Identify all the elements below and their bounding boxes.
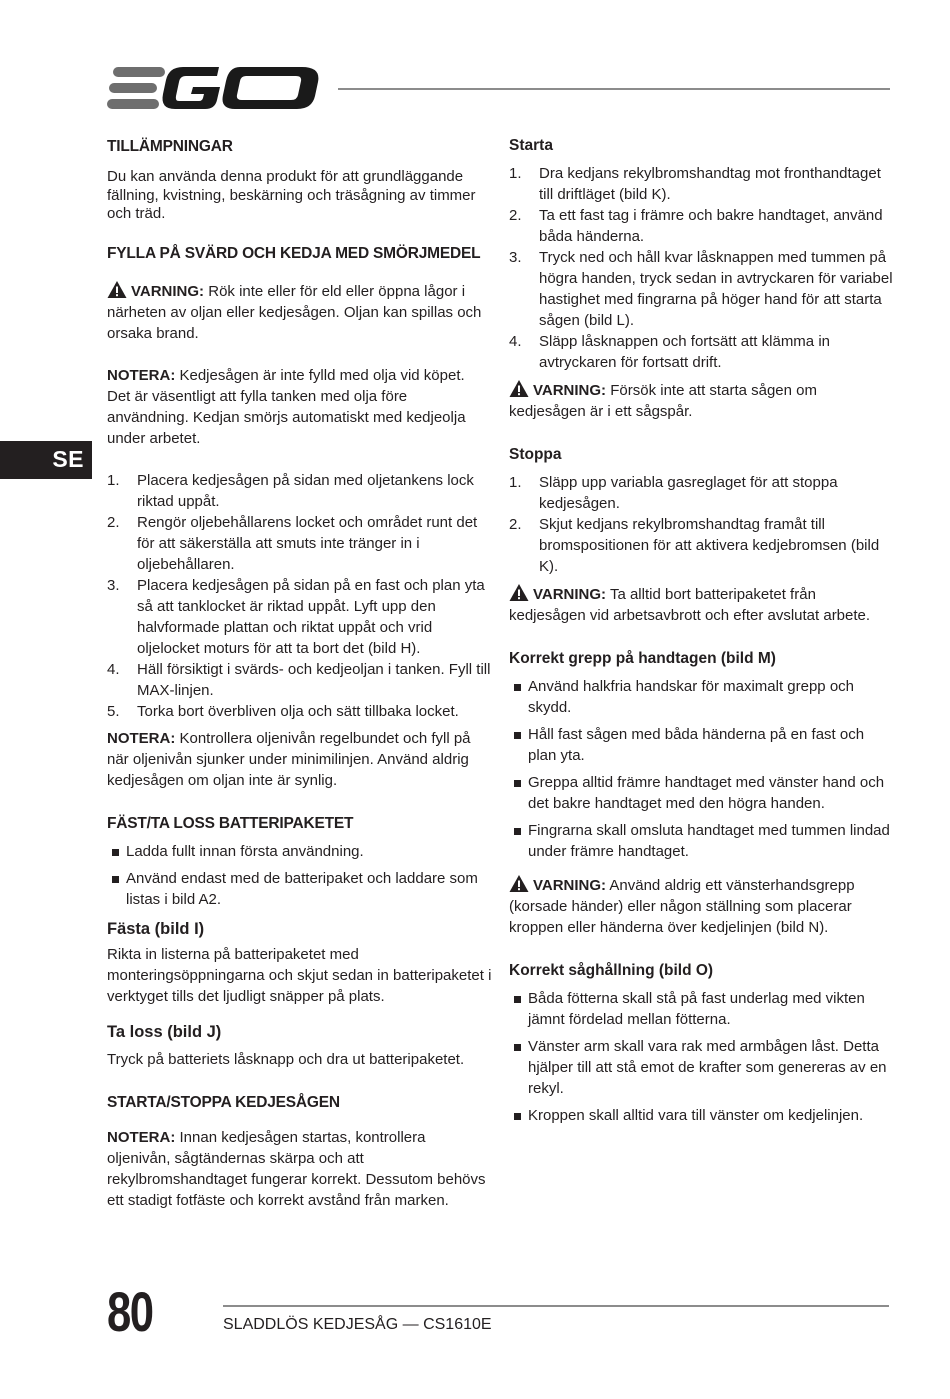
- square-bullet-icon: [514, 780, 521, 787]
- stop-warning: [509, 583, 894, 626]
- step-number: 4.: [107, 660, 120, 678]
- start-warning: [509, 379, 894, 422]
- list-item: [509, 472, 894, 514]
- stop-heading: Stoppa: [509, 446, 562, 463]
- footer-rule: [223, 1305, 889, 1307]
- note-label: NOTERA:: [107, 366, 176, 384]
- bullet-text: Fingrarna skall omsluta handtaget med tummen lindad under främre handtaget.: [528, 822, 890, 860]
- applications-heading: TILLÄMPNINGAR: [107, 138, 233, 155]
- warning-label: VARNING:: [533, 877, 607, 894]
- note-label: NOTERA:: [107, 1128, 176, 1146]
- list-item: [107, 841, 492, 862]
- attach-text: Rikta in listerna på batteripaketet med monteringsöppningarna och skjut sedan in batteripaketet i verktyget tills det ljudligt snäpper på plats.: [107, 945, 492, 1005]
- step-number: 5.: [107, 702, 120, 720]
- start-stop-note: [107, 1127, 492, 1211]
- bullet-text: Båda fötterna skall stå på fast underlag med vikten jämnt fördelad mellan fötterna.: [528, 990, 865, 1028]
- list-item: [509, 724, 894, 766]
- step-number: 3.: [509, 249, 522, 266]
- note-text: Innan kedjesågen startas, kontrollera oljenivån, sågtändernas skärpa och att rekylbromshandtaget fungerar korrekt. Dessutom behövs ett stadigt fotfäste och korrekt avstånd från marken.: [107, 1128, 486, 1209]
- fill-steps-list: [107, 470, 492, 722]
- language-tab-label: SE: [52, 446, 84, 472]
- list-item: [509, 1036, 894, 1099]
- list-item: [509, 676, 894, 718]
- warning-text: Använd aldrig ett vänsterhandsgrepp (korsade händer) eller någon ställning som placerar kroppen eller händerna över kedjelinjen (bild N).: [509, 877, 855, 936]
- square-bullet-icon: [514, 1113, 521, 1120]
- step-text: Tryck ned och håll kvar låsknappen med tummen på högra handen, tryck sedan in avtryckaren för variabel hastighet med fingrarna på höger hand för att starta sågen (bild L).: [539, 249, 893, 329]
- start-heading: Starta: [509, 137, 553, 154]
- applications-text: Du kan använda denna produkt för att grundläggande fällning, kvistning, beskärning och träsågning av timmer och träd.: [107, 168, 476, 222]
- square-bullet-icon: [514, 732, 521, 739]
- square-bullet-icon: [514, 1044, 521, 1051]
- square-bullet-icon: [112, 849, 119, 856]
- fill-note-2: [107, 728, 492, 791]
- bullet-text: Kroppen skall alltid vara till vänster om kedjelinjen.: [528, 1107, 864, 1124]
- fill-heading: FYLLA PÅ SVÄRD OCH KEDJA MED SMÖRJMEDEL: [107, 244, 481, 262]
- step-number: 1.: [509, 474, 522, 491]
- list-item: [509, 163, 894, 205]
- step-text: Häll försiktigt i svärds- och kedjeoljan i tanken. Fyll till MAX-linjen.: [137, 660, 491, 699]
- step-number: 2.: [509, 207, 522, 224]
- bullet-text: Vänster arm skall vara rak med armbågen låst. Detta hjälper till att stå emot de krafter som genereras av en rekyl.: [528, 1038, 887, 1097]
- stance-bullets: [509, 988, 894, 1126]
- start-steps-list: [509, 163, 894, 373]
- start-stop-heading: STARTA/STOPPA KEDJESÅGEN: [107, 1093, 340, 1111]
- grip-warning: [509, 874, 894, 938]
- step-number: 2.: [107, 513, 120, 531]
- attach-heading: Fästa (bild I): [107, 919, 205, 938]
- list-item: [509, 1105, 894, 1126]
- header-rule: [338, 88, 890, 90]
- warning-text: Försök inte att starta sågen om kedjesågen är i ett sågspår.: [509, 382, 817, 420]
- step-text: Ta ett fast tag i främre och bakre handtaget, använd båda händerna.: [539, 207, 883, 245]
- remove-heading: Ta loss (bild J): [107, 1022, 222, 1041]
- warning-triangle-icon: [509, 583, 529, 602]
- note-label: NOTERA:: [107, 729, 176, 747]
- list-item: [107, 575, 492, 659]
- remove-text: Tryck på batteriets låsknapp och dra ut batteripaketet.: [107, 1050, 465, 1068]
- list-item: [107, 659, 492, 701]
- warning-label: VARNING:: [533, 382, 607, 399]
- warning-text: Ta alltid bort batteripaketet från kedjesågen vid arbetsavbrott och efter avslutat arbete.: [509, 586, 871, 624]
- list-item: [107, 512, 492, 575]
- warning-triangle-icon: [509, 379, 529, 398]
- right-column: [509, 134, 894, 1126]
- battery-heading: FÄST/TA LOSS BATTERIPAKETET: [107, 814, 354, 832]
- square-bullet-icon: [514, 828, 521, 835]
- note-text: Kontrollera oljenivån regelbundet och fyll på när oljenivån sjunker under minimilinjen. Använd aldrig kedjesågen om oljan inte är synlig.: [107, 729, 471, 789]
- list-item: [107, 868, 492, 910]
- step-number: 2.: [509, 516, 522, 533]
- step-number: 4.: [509, 333, 522, 350]
- list-item: [509, 205, 894, 247]
- bullet-text: Greppa alltid främre handtaget med vänster hand och det bakre handtaget med den högra handen.: [528, 774, 885, 812]
- language-tab: [0, 441, 92, 479]
- bullet-text: Ladda fullt innan första användning.: [126, 842, 364, 860]
- warning-label: VARNING:: [533, 586, 607, 603]
- square-bullet-icon: [514, 996, 521, 1003]
- bullet-text: Håll fast sågen med båda händerna på en fast och plan yta.: [528, 726, 865, 764]
- note-text: Kedjesågen är inte fylld med olja vid köpet. Det är väsentligt att fylla tanken med olja före användning. Kedjan smörjs automatiskt med kedjeolja under arbetet.: [107, 366, 466, 447]
- battery-bullets: [107, 841, 492, 910]
- warning-label: VARNING:: [131, 282, 205, 300]
- list-item: [107, 701, 492, 722]
- list-item: [509, 772, 894, 814]
- list-item: [509, 820, 894, 862]
- list-item: [509, 247, 894, 331]
- step-text: Dra kedjans rekylbromshandtag mot fronthandtaget till driftläget (bild K).: [539, 165, 881, 203]
- step-text: Släpp låsknappen och fortsätt att klämma in avtryckaren för fortsatt drift.: [539, 333, 830, 371]
- square-bullet-icon: [514, 684, 521, 691]
- fill-note: [107, 365, 492, 449]
- step-number: 3.: [107, 576, 120, 594]
- list-item: [509, 514, 894, 577]
- ego-logo: [107, 62, 322, 114]
- stance-heading: Korrekt såghållning (bild O): [509, 962, 714, 979]
- bullet-text: Använd endast med de batteripaket och laddare som listas i bild A2.: [126, 869, 478, 908]
- step-number: 1.: [107, 471, 120, 489]
- list-item: [107, 470, 492, 512]
- square-bullet-icon: [112, 876, 119, 883]
- footer-title: SLADDLÖS KEDJESÅG — CS1610E: [223, 1316, 492, 1333]
- step-text: Släpp upp variabla gasreglaget för att stoppa kedjesågen.: [539, 474, 838, 512]
- step-number: 1.: [509, 165, 522, 182]
- list-item: [509, 988, 894, 1030]
- step-text: Placera kedjesågen på sidan med oljetankens lock riktad uppåt.: [137, 471, 474, 510]
- grip-bullets: [509, 676, 894, 862]
- grip-heading: Korrekt grepp på handtagen (bild M): [509, 650, 776, 667]
- warning-text: Rök inte eller för eld eller öppna lågor i närheten av oljan eller kedjesågen. Oljan kan spillas och orsaka brand.: [107, 282, 482, 342]
- fill-warning: [107, 280, 492, 344]
- step-text: Placera kedjesågen på sidan på en fast och plan yta så att tanklocket är riktad uppåt. Lyft upp den halvformade plattan och riktat uppåt och vrid oljelocket moturs för att ta bort det (bild H).: [137, 576, 485, 657]
- step-text: Rengör oljebehållarens locket och området runt det för att säkerställa att smuts inte tränger in i oljebehållaren.: [137, 513, 478, 573]
- step-text: Skjut kedjans rekylbromshandtag framåt till bromspositionen för att aktivera kedjebromsen (bild K).: [539, 516, 880, 575]
- list-item: [509, 331, 894, 373]
- warning-triangle-icon: [107, 280, 127, 299]
- left-column: [107, 134, 492, 1211]
- bullet-text: Använd halkfria handskar för maximalt grepp och skydd.: [528, 678, 855, 716]
- stop-steps-list: [509, 472, 894, 577]
- page-number: 80: [107, 1280, 153, 1343]
- warning-triangle-icon: [509, 874, 529, 893]
- step-text: Torka bort överbliven olja och sätt tillbaka locket.: [137, 702, 459, 720]
